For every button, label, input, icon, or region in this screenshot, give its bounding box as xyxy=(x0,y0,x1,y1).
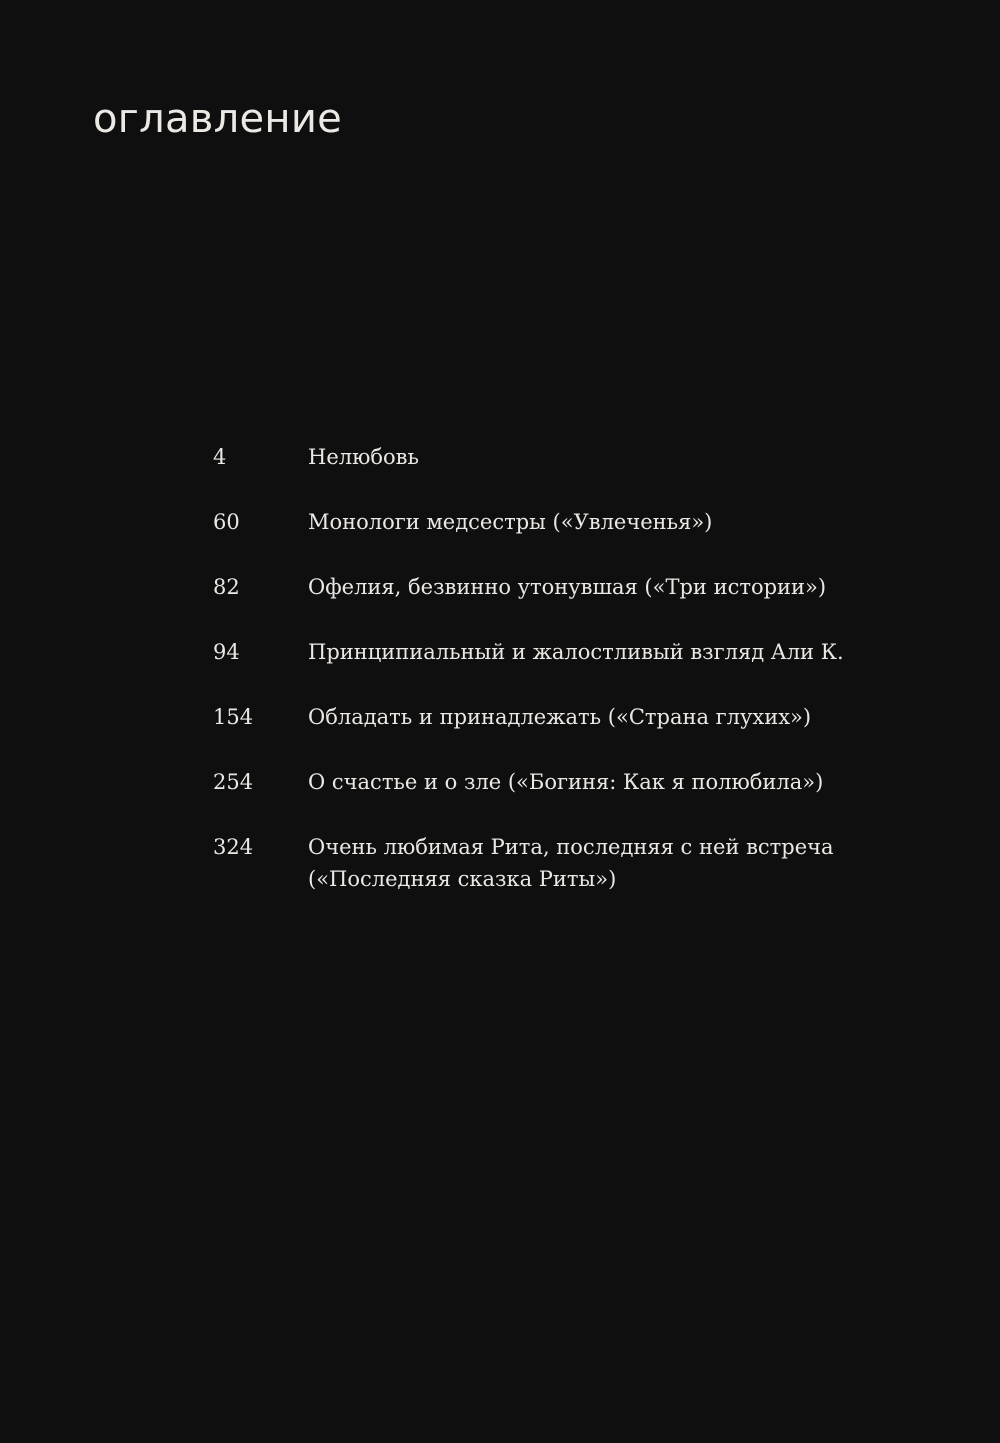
toc-entry-title-line: Нелюбовь xyxy=(308,445,419,469)
toc-page-number: 4 xyxy=(213,445,227,469)
toc-entry-title-line: Принципиальный и жалостливый взгляд Али К. xyxy=(308,640,844,664)
toc-page-number: 60 xyxy=(213,510,240,534)
toc-entry-title xyxy=(308,701,953,733)
toc-entry-title-line: Офелия, безвинно утонувшая («Три истории») xyxy=(308,575,827,599)
toc-page-number: 254 xyxy=(213,770,254,794)
toc-entry-title xyxy=(308,571,953,603)
toc-entry-title xyxy=(308,441,953,473)
table-of-contents xyxy=(213,441,953,928)
toc-entry-title xyxy=(308,506,953,538)
toc-page-number: 94 xyxy=(213,640,240,664)
toc-entry-title-line: («Последняя сказка Риты») xyxy=(308,867,617,891)
toc-entry xyxy=(213,441,953,473)
toc-entry xyxy=(213,506,953,538)
toc-page-number: 82 xyxy=(213,575,240,599)
toc-entry-title-line: Обладать и принадлежать («Страна глухих») xyxy=(308,705,812,729)
toc-entry-title xyxy=(308,831,953,895)
toc-entry xyxy=(213,766,953,798)
toc-entry-title-line: Очень любимая Рита, последняя с ней встреча xyxy=(308,835,834,859)
toc-entry xyxy=(213,831,953,895)
toc-entry-title xyxy=(308,636,953,668)
toc-entry xyxy=(213,571,953,603)
page-title: оглавление xyxy=(93,96,343,142)
toc-entry-title xyxy=(308,766,953,798)
toc-entry-title-line: О счастье и о зле («Богиня: Как я полюбила») xyxy=(308,770,824,794)
toc-page-number: 324 xyxy=(213,835,254,859)
toc-entry xyxy=(213,701,953,733)
toc-entry-title-line: Монологи медсестры («Увлеченья») xyxy=(308,510,713,534)
toc-page-number: 154 xyxy=(213,705,254,729)
toc-entry xyxy=(213,636,953,668)
